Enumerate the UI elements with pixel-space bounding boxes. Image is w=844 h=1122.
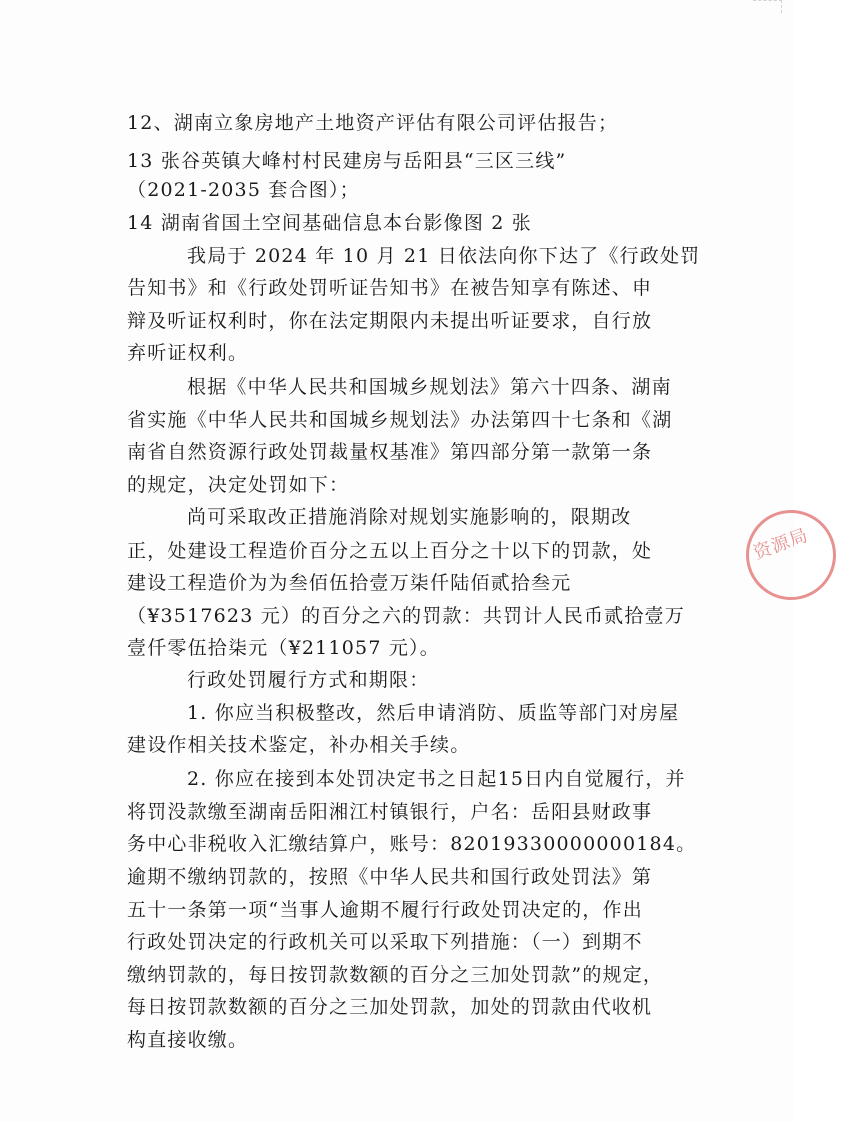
paragraph-basis-line-3: 南省自然资源行政处罚裁量权基准》第四部分第一款第一条	[127, 441, 653, 463]
execution-item-2-line-3: 务中心非税收入汇缴结算户，账号：82019330000000184。	[127, 833, 697, 855]
late-payment-line-2: 五十一条第一项“当事人逾期不履行行政处罚决定的，作出	[127, 899, 643, 921]
penalty-line-3: 建设工程造价为为叁佰伍拾壹万柒仟陆佰贰拾叁元	[127, 572, 572, 594]
late-payment-line-3: 行政处罚决定的行政机关可以采取下列措施：（一）到期不	[127, 931, 643, 953]
execution-item-1-line-1: 1. 你应当积极整改，然后申请消防、质监等部门对房屋	[187, 702, 680, 724]
execution-item-2-line-1: 2. 你应在接到本处罚决定书之日起15日内自觉履行，并	[187, 768, 686, 790]
paragraph-notice-line-4: 弃听证权利。	[127, 342, 249, 364]
penalty-line-2: 正，处建设工程造价百分之五以上百分之十以下的罚款，处	[127, 540, 653, 562]
execution-heading: 行政处罚履行方式和期限：	[187, 669, 430, 691]
official-seal-stamp	[738, 502, 844, 609]
penalty-line-1: 尚可采取改正措施消除对规划实施影响的，限期改	[187, 506, 632, 528]
paragraph-basis-line-1: 根据《中华人民共和国城乡规划法》第六十四条、湖南	[187, 376, 672, 398]
execution-item-2-line-2: 将罚没款缴至湖南岳阳湘江村镇银行，户名：岳阳县财政事	[127, 801, 653, 823]
attachment-item-14: 14 湖南省国土空间基础信息本台影像图 2 张	[127, 212, 532, 234]
corner-crop-mark	[753, 0, 782, 13]
attachment-item-13-continued: （2021-2035 套合图）；	[127, 179, 360, 201]
paragraph-basis-line-2: 省实施《中华人民共和国城乡规划法》办法第四十七条和《湖	[127, 409, 673, 431]
attachment-item-12: 12、湖南立象房地产土地资产评估有限公司评估报告；	[127, 112, 619, 134]
execution-item-1-line-2: 建设作相关技术鉴定，补办相关手续。	[127, 734, 471, 756]
paragraph-notice-line-1: 我局于 2024 年 10 月 21 日依法向你下达了《行政处罚	[187, 245, 701, 267]
late-payment-line-5: 每日按罚款数额的百分之三加处罚款，加处的罚款由代收机	[127, 996, 653, 1018]
official-seal-text: 资源局	[750, 524, 812, 564]
penalty-line-4: （¥3517623 元）的百分之六的罚款：共罚计人民币贰拾壹万	[127, 605, 685, 627]
attachment-item-13: 13 张谷英镇大峰村村民建房与岳阳县“三区三线”	[127, 150, 567, 172]
late-payment-line-1: 逾期不缴纳罚款的，按照《中华人民共和国行政处罚法》第	[127, 866, 653, 888]
paragraph-notice-line-3: 辩及听证权利时，你在法定期限内未提出听证要求，自行放	[127, 310, 653, 332]
paragraph-notice-line-2: 告知书》和《行政处罚听证告知书》在被告知享有陈述、申	[127, 277, 653, 299]
penalty-line-5: 壹仟零伍拾柒元（¥211057 元）。	[127, 637, 440, 659]
late-payment-line-4: 缴纳罚款的，每日按罚款数额的百分之三加处罚款”的规定，	[127, 964, 664, 986]
paragraph-basis-line-4: 的规定，决定处罚如下：	[127, 474, 350, 496]
late-payment-line-6: 构直接收缴。	[127, 1029, 249, 1051]
